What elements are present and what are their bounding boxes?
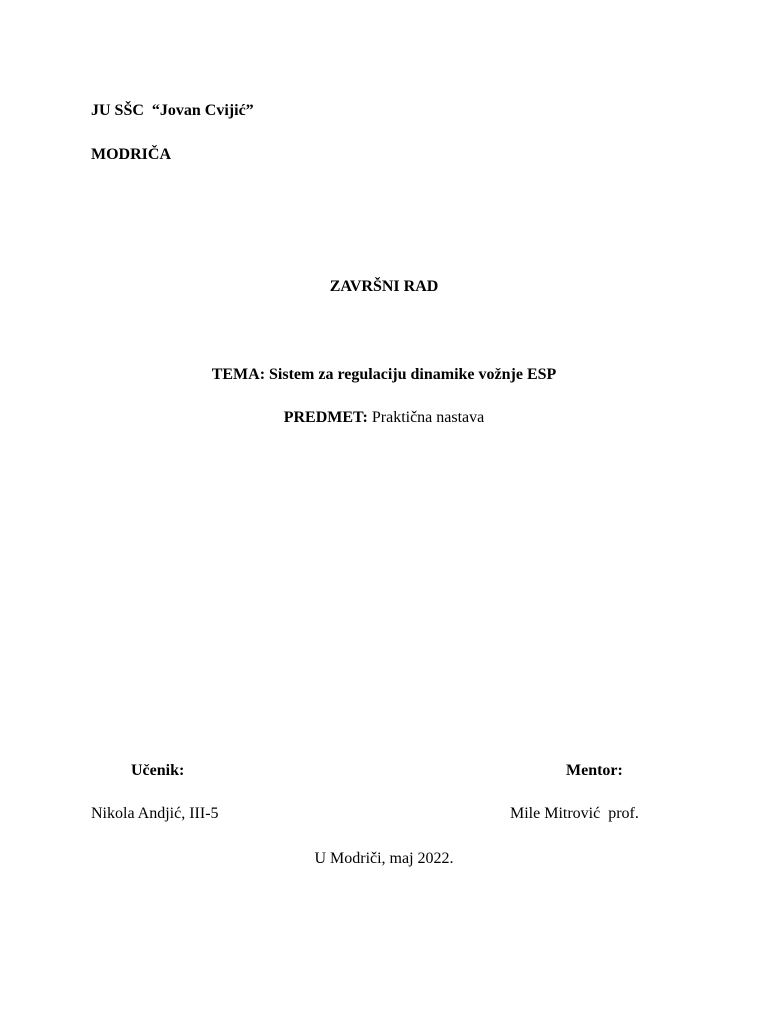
student-label: Učenik: xyxy=(131,762,185,779)
subject-line xyxy=(0,410,768,426)
subject-value: Praktična nastava xyxy=(371,409,485,426)
mentor-label: Mentor: xyxy=(566,762,623,779)
school-name: JU SŠC “Jovan Cvijić” xyxy=(91,102,254,119)
place-date: U Modriči, maj 2022. xyxy=(314,850,454,867)
mentor-name: Mile Mitrović prof. xyxy=(510,805,639,822)
topic-line xyxy=(0,367,768,383)
student-name: Nikola Andjić, III-5 xyxy=(91,805,219,822)
city-name: MODRIČA xyxy=(91,146,171,163)
topic-value: Sistem za regulaciju dinamike vožnje ESP xyxy=(269,366,557,383)
topic-label: TEMA: xyxy=(211,366,266,383)
subject-label: PREDMET: xyxy=(283,409,368,426)
document-type-title: ZAVRŠNI RAD xyxy=(329,278,439,295)
